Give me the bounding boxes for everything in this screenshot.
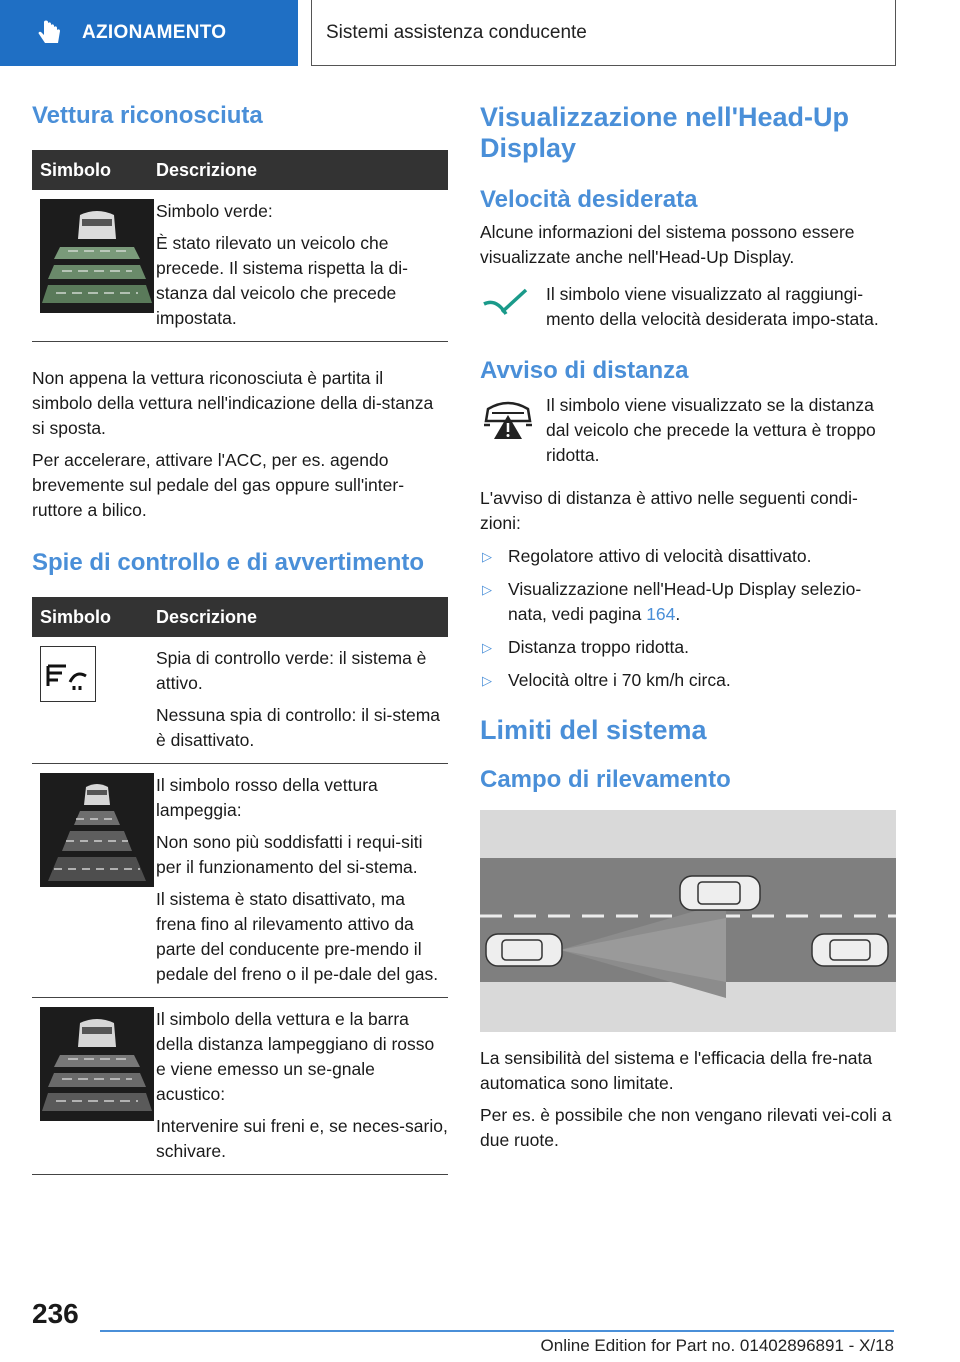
table-row: [32, 998, 448, 1175]
car-top-view: [680, 876, 760, 910]
table-row: [32, 190, 448, 342]
limits-paragraph-2: Per es. è possibile che non vengano rilevati vei-coli a due ruote.: [480, 1105, 892, 1150]
page-number: 236: [32, 1298, 79, 1329]
distance-display-red-car-icon: [40, 773, 154, 887]
table-row: [32, 764, 448, 998]
conditions-intro: L'avviso di distanza è attivo nelle seguenti condi-zioni:: [480, 488, 858, 533]
conditions-list: [480, 544, 896, 693]
table-header: [32, 597, 448, 637]
row-text-2: Non sono più soddisfatti i requi-siti per il funzionamento del si-stema.: [156, 832, 423, 877]
section-title: AZIONAMENTO: [82, 22, 227, 43]
list-item: ▷ Regolatore attivo di velocità disattivato.: [480, 544, 896, 569]
heading-limiti: Limiti del sistema: [480, 715, 707, 745]
car-top-view: [812, 934, 888, 966]
list-item: ▷ Velocità oltre i 70 km/h circa.: [480, 668, 896, 693]
warning-symbol-row: [480, 393, 896, 468]
heading-avviso: Avviso di distanza: [480, 357, 689, 384]
heading-velocita: Velocità desiderata: [480, 186, 698, 213]
section-tab[interactable]: [0, 0, 298, 66]
row-text-1: Simbolo verde:: [156, 201, 273, 221]
col-header-symbol: Simbolo: [40, 606, 111, 627]
table-row: [32, 637, 448, 764]
row-text-1: Il simbolo della vettura e la barra della distanza lampeggiano di rosso e viene emesso un se-gnale acustico:: [156, 1009, 435, 1104]
row-text-3: Il sistema è stato disattivato, ma frena fino al rilevamento attivo da parte del conducente pre-mendo il pedale del freno o il pe-dale del gas.: [156, 889, 439, 984]
table-header: [32, 150, 448, 190]
heading-spie: Spie di controllo e di avvertimento: [32, 549, 425, 576]
col-header-symbol: Simbolo: [40, 159, 111, 180]
list-item: ▷ Distanza troppo ridotta.: [480, 635, 896, 660]
detection-range-illustration: [480, 810, 896, 1032]
row-text-2: Intervenire sui freni e, se neces-sario, schivare.: [156, 1116, 448, 1161]
desired-speed-icon: [480, 282, 536, 332]
page-link[interactable]: 164: [646, 604, 676, 624]
distance-warning-icon: [480, 393, 536, 443]
paragraph-2: Per accelerare, attivare l'ACC, per es. agendo brevemente sul pedale del gas oppure sull'inter-ruttore a bilico.: [32, 450, 405, 520]
row-text-2: È stato rilevato un veicolo che precede. Il sistema rispetta la di-stanza dal veicolo che precede impostata.: [156, 233, 408, 328]
limits-paragraph-1: La sensibilità del sistema e l'efficacia della fre-nata automatica sono limitate.: [480, 1048, 873, 1093]
limits-text: [480, 1046, 896, 1153]
distance-bar-warning-icon: [40, 1007, 154, 1121]
triangle-bullet-icon: ▷: [482, 549, 492, 564]
speed-symbol-row: [480, 282, 896, 337]
chapter-label: Sistemi assistenza conducente: [326, 21, 587, 43]
table-vettura: [32, 150, 448, 342]
speed-symbol-text: Il simbolo viene visualizzato al raggiungi-mento della velocità desiderata impo-stata.: [546, 284, 879, 329]
heading-vettura-riconosciuta: Vettura riconosciuta: [32, 102, 263, 129]
row-text-1: Spia di controllo verde: il sistema è attivo.: [156, 648, 427, 693]
car-top-view: [486, 934, 562, 966]
row-text-1: Il simbolo rosso della vettura lampeggia:: [156, 775, 378, 820]
heading-campo: Campo di rilevamento: [480, 766, 731, 793]
acc-indicator-icon: [40, 646, 96, 702]
chapter-title: [311, 0, 896, 66]
footer-divider: [100, 1330, 894, 1332]
list-item: ▷ Visualizzazione nell'Head-Up Display selezio-nata, vedi pagina 164.: [480, 577, 896, 627]
edition-label: Online Edition for Part no. 01402896891 - X/18: [540, 1336, 894, 1355]
warning-symbol-text: Il simbolo viene visualizzato se la distanza dal veicolo che precede la vettura è troppo ridotta.: [546, 395, 876, 465]
hand-pointer-icon: [36, 18, 66, 48]
heading-hud: Visualizzazione nell'Head-Up Display: [480, 102, 850, 163]
col-header-description: Descrizione: [156, 159, 258, 180]
intro-text: Alcune informazioni del sistema possono essere visualizzate anche nell'Head-Up Display.: [480, 222, 855, 267]
paragraph-1: Non appena la vettura riconosciuta è partita il simbolo della vettura nell'indicazione della di-stanza si sposta.: [32, 368, 434, 438]
table-spie: [32, 597, 448, 1175]
right-column: [480, 102, 896, 1153]
triangle-bullet-icon: ▷: [482, 640, 492, 655]
distance-display-green-icon: [40, 199, 154, 313]
left-column: [32, 102, 448, 1175]
triangle-bullet-icon: ▷: [482, 673, 492, 688]
row-text-2: Nessuna spia di controllo: il si-stema è disattivato.: [156, 705, 441, 750]
paragraph-block: [32, 366, 448, 523]
triangle-bullet-icon: ▷: [482, 582, 492, 597]
col-header-description: Descrizione: [156, 606, 258, 627]
